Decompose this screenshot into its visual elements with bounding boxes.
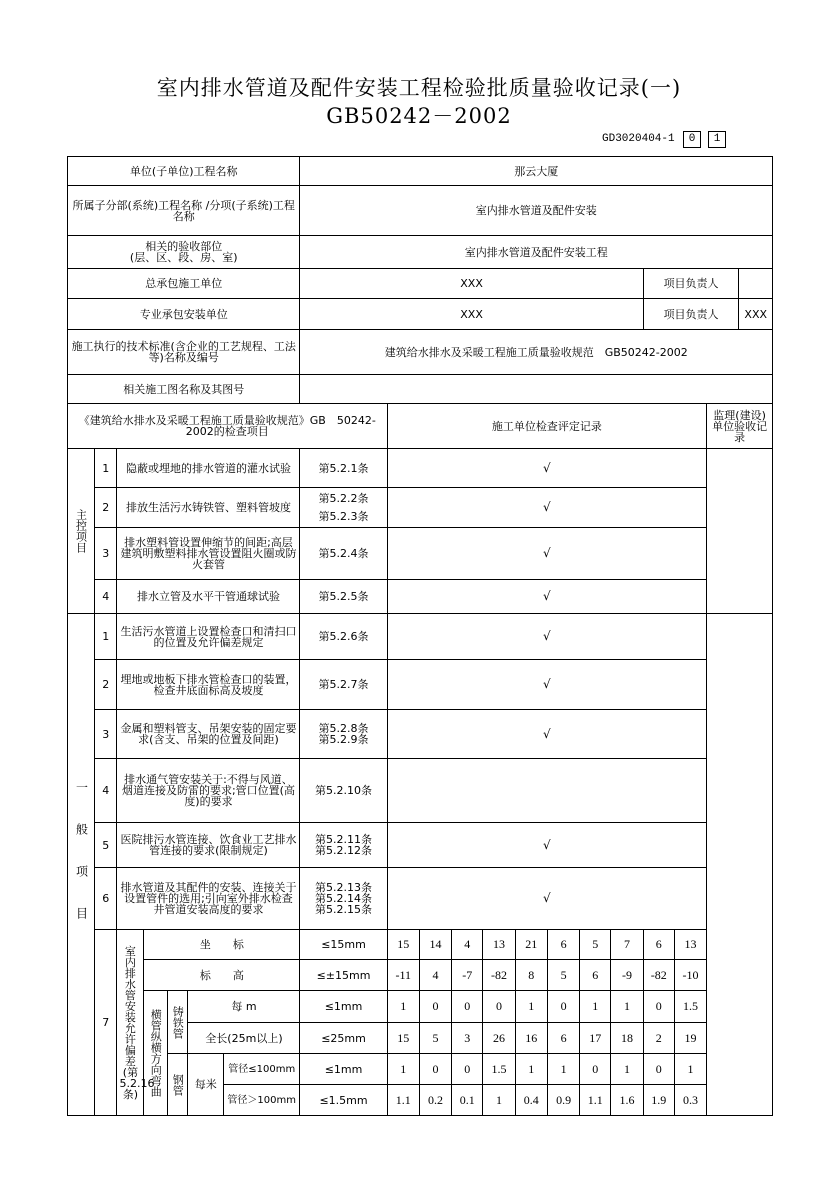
measured-value: 14	[419, 930, 451, 960]
measured-value: 15	[387, 930, 419, 960]
deviation-item-name: 每 m	[188, 991, 300, 1023]
tolerance: ≤1mm	[300, 1054, 387, 1085]
item-description: 金属和塑料管支、吊架安装的固定要求(含支、吊架的位置及间距)	[117, 710, 300, 759]
measured-value: -82	[643, 960, 674, 991]
drawing-value	[300, 375, 773, 404]
deviation-item-name: 坐 标	[144, 930, 300, 960]
measured-value: 8	[515, 960, 547, 991]
measured-value: -10	[674, 960, 706, 991]
deviation-item-name: 管径＞100mm	[223, 1085, 299, 1116]
form-code: GD3020404-1	[602, 133, 675, 145]
measured-value: 0	[419, 1054, 451, 1085]
measured-value: 0	[643, 991, 674, 1023]
measured-value: 1.5	[483, 1054, 515, 1085]
item-result: √	[387, 449, 707, 488]
measured-value: 1	[387, 991, 419, 1023]
item-description: 排放生活污水铸铁管、塑料管坡度	[117, 488, 300, 528]
item-number: 2	[94, 660, 117, 710]
measured-value: 0	[419, 991, 451, 1023]
measured-value: 0.3	[674, 1085, 706, 1116]
measured-value: 7	[611, 930, 643, 960]
clause-line: 第5.2.3条	[318, 509, 369, 523]
measured-value: 5	[419, 1023, 451, 1054]
items-header: 《建筑给水排水及采暖工程施工质量验收规范》GB 50242-2002的检查项目	[68, 404, 388, 449]
item-clause: 第5.2.5条	[300, 580, 387, 614]
item-result: √	[387, 528, 707, 580]
inspection-form-table	[67, 156, 773, 1116]
measured-value: 1.9	[643, 1085, 674, 1116]
measured-value: 0.2	[419, 1085, 451, 1116]
contractor-label: 总承包施工单位	[68, 269, 300, 299]
form-title: 室内排水管道及配件安装工程检验批质量验收记录(一)	[156, 76, 682, 100]
main-supervisor-record	[707, 449, 773, 614]
measured-value: 3	[452, 1023, 483, 1054]
measured-value: 26	[483, 1023, 515, 1054]
measured-value: 0.1	[452, 1085, 483, 1116]
item-result: √	[387, 710, 707, 759]
item-description: 医院排污水管连接、饮食业工艺排水管连接的要求(限制规定)	[117, 823, 300, 868]
measured-value: 0	[643, 1054, 674, 1085]
clause-line: 第5.2.2条	[318, 491, 369, 505]
measured-value: 1	[547, 1054, 579, 1085]
deviation-item-name: 管径≤100mm	[223, 1054, 299, 1085]
measured-value: 0.9	[547, 1085, 579, 1116]
measured-value: 6	[643, 930, 674, 960]
sub-contractor-label: 专业承包安装单位	[68, 299, 300, 330]
measured-value: 1	[580, 991, 611, 1023]
steel-label: 钢管	[168, 1054, 188, 1116]
measured-value: -82	[483, 960, 515, 991]
item-clause: 第5.2.10条	[300, 759, 387, 823]
standard-code: GB50242－2002	[326, 104, 512, 128]
item-clause: 第5.2.8条 第5.2.9条	[300, 710, 387, 759]
item-number: 2	[94, 488, 117, 528]
measured-value: 1.1	[580, 1085, 611, 1116]
item-description: 生活污水管道上设置检查口和清扫口的位置及允许偏差规定	[117, 614, 300, 660]
general-items-label: 一般项目	[68, 614, 95, 1116]
measured-value: -7	[452, 960, 483, 991]
code-box-2: 1	[708, 131, 726, 148]
per-meter-label: 每米	[188, 1054, 224, 1116]
item-number: 4	[94, 580, 117, 614]
measured-value: 6	[580, 960, 611, 991]
measured-value: 1	[387, 1054, 419, 1085]
item-result: √	[387, 614, 707, 660]
measured-value: 18	[611, 1023, 643, 1054]
item-result: √	[387, 488, 707, 528]
supervisor-header: 监理(建设)单位验收记录	[707, 404, 773, 449]
measured-value: 4	[452, 930, 483, 960]
measured-value: 13	[674, 930, 706, 960]
code-box-1: 0	[683, 131, 701, 148]
item-clause	[300, 488, 387, 528]
item-description: 排水管道及其配件的安装、连接关于设置管件的选用;引向室外排水检查井管道安装高度的要求	[117, 868, 300, 930]
item-number: 3	[94, 710, 117, 759]
pm2-value: XXX	[739, 299, 773, 330]
item-number: 4	[94, 759, 117, 823]
measured-value: 0	[547, 991, 579, 1023]
measured-value: 1	[515, 991, 547, 1023]
measured-value: 17	[580, 1023, 611, 1054]
measured-value: 6	[547, 930, 579, 960]
item-result: √	[387, 823, 707, 868]
item-description: 隐蔽或埋地的排水管道的灌水试验	[117, 449, 300, 488]
measured-value: 0.4	[515, 1085, 547, 1116]
measured-value: 0	[452, 1054, 483, 1085]
pm-label: 项目负责人	[643, 269, 739, 299]
bend-label: 横管纵横方向弯曲	[144, 991, 168, 1116]
record-header: 施工单位检查评定记录	[387, 404, 707, 449]
measured-value: 1	[674, 1054, 706, 1085]
unit-label: 单位(子单位)工程名称	[68, 157, 300, 186]
item-clause: 第5.2.6条	[300, 614, 387, 660]
measured-value: 13	[483, 930, 515, 960]
subdivision-label: 所属子分部(系统)工程名称 /分项(子系统)工程名称	[68, 186, 300, 236]
measured-value: 1	[483, 1085, 515, 1116]
deviation-item-name: 标 高	[144, 960, 300, 991]
drawing-label: 相关施工图名称及其图号	[68, 375, 300, 404]
standard-label: 施工执行的技术标准(含企业的工艺规程、工法等)名称及编号	[68, 330, 300, 375]
item-number: 6	[94, 868, 117, 930]
measured-value: 21	[515, 930, 547, 960]
part-label: 相关的验收部位 (层、区、段、房、室)	[68, 236, 300, 269]
item-description: 排水通气管安装关于:不得与风道、烟道连接及防雷的要求;管口位置(高度)的要求	[117, 759, 300, 823]
measured-value: 4	[419, 960, 451, 991]
measured-value: 5	[580, 930, 611, 960]
measured-value: 0	[483, 991, 515, 1023]
item-result: √	[387, 868, 707, 930]
pm2-label: 项目负责人	[643, 299, 739, 330]
pm-value	[739, 269, 773, 299]
item-description: 埋地或地板下排水管检查口的装置，检查井底面标高及坡度	[117, 660, 300, 710]
tolerance: ≤1mm	[300, 991, 387, 1023]
measured-value: 2	[643, 1023, 674, 1054]
item-number: 1	[94, 449, 117, 488]
measured-value: 1	[611, 991, 643, 1023]
measured-value: 0	[452, 991, 483, 1023]
measured-value: 15	[387, 1023, 419, 1054]
measured-value: 1	[611, 1054, 643, 1085]
standard-value: 建筑给水排水及采暖工程施工质量验收规范 GB50242-2002	[300, 330, 773, 375]
sub-contractor-value: XXX	[300, 299, 643, 330]
tolerance: ≤1.5mm	[300, 1085, 387, 1116]
measured-value: 16	[515, 1023, 547, 1054]
measured-value: 1.6	[611, 1085, 643, 1116]
main-items-label: 主控项目	[68, 449, 95, 614]
item-description: 排水立管及水平干管通球试验	[117, 580, 300, 614]
item-number: 5	[94, 823, 117, 868]
measured-value: -11	[387, 960, 419, 991]
deviation-group-label: 室内排水管安装允许偏差(第5.2.16条)	[117, 930, 144, 1116]
measured-value: 1	[515, 1054, 547, 1085]
measured-value: 5	[547, 960, 579, 991]
measured-value: 0	[580, 1054, 611, 1085]
item-clause: 第5.2.11条 第5.2.12条	[300, 823, 387, 868]
part-value: 室内排水管道及配件安装工程	[300, 236, 773, 269]
measured-value: 1.5	[674, 991, 706, 1023]
measured-value: -9	[611, 960, 643, 991]
measured-value: 6	[547, 1023, 579, 1054]
item-clause: 第5.2.13条 第5.2.14条 第5.2.15条	[300, 868, 387, 930]
subdivision-value: 室内排水管道及配件安装	[300, 186, 773, 236]
item-result: √	[387, 660, 707, 710]
item-number: 1	[94, 614, 117, 660]
item-number: 7	[94, 930, 117, 1116]
tolerance: ≤25mm	[300, 1023, 387, 1054]
item-description: 排水塑料管设置伸缩节的间距;高层建筑明敷塑料排水管设置阻火圈或防火套管	[117, 528, 300, 580]
measured-value: 1.1	[387, 1085, 419, 1116]
tolerance: ≤±15mm	[300, 960, 387, 991]
cast-iron-label: 铸铁管	[168, 991, 188, 1054]
general-supervisor-record	[707, 614, 773, 1116]
contractor-value: XXX	[300, 269, 643, 299]
item-result	[387, 759, 707, 823]
deviation-item-name: 全长(25m以上)	[188, 1023, 300, 1054]
item-result: √	[387, 580, 707, 614]
item-clause: 第5.2.7条	[300, 660, 387, 710]
item-clause: 第5.2.4条	[300, 528, 387, 580]
unit-value: 那云大厦	[300, 157, 773, 186]
item-clause: 第5.2.1条	[300, 449, 387, 488]
tolerance: ≤15mm	[300, 930, 387, 960]
item-number: 3	[94, 528, 117, 580]
measured-value: 19	[674, 1023, 706, 1054]
